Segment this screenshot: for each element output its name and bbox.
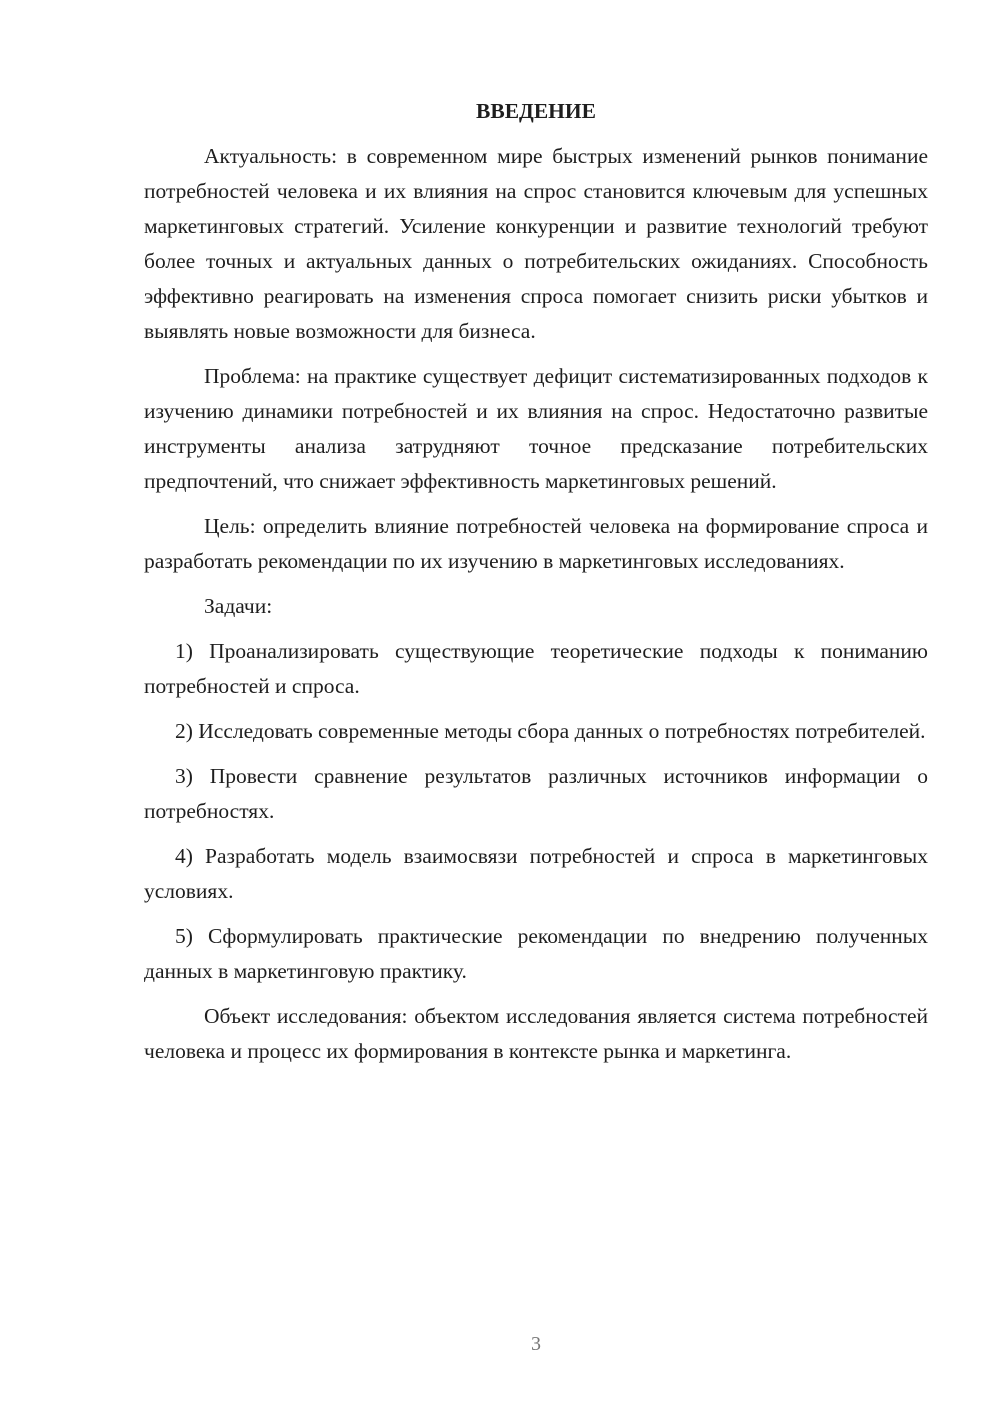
- page-body: [144, 96, 928, 1079]
- page-number: 3: [531, 1333, 541, 1355]
- task-item: 4) Разработать модель взаимосвязи потребностей и спроса в маркетинговых условиях.: [144, 844, 928, 903]
- task-item: 5) Сформулировать практические рекомендации по внедрению полученных данных в маркетинговую практику.: [144, 924, 928, 983]
- task-item: 2) Исследовать современные методы сбора данных о потребностях потребителей.: [175, 719, 926, 743]
- goal-paragraph: Цель: определить влияние потребностей человека на формирование спроса и разработать рекомендации по их изучению в маркетинговых исследованиях.: [144, 514, 928, 573]
- problem-paragraph: Проблема: на практике существует дефицит систематизированных подходов к изучению динамики потребностей и их влияния на спрос. Недостаточно развитые инструменты анализа затрудняют точное предсказание потребительских предпочтений, что снижает эффективность маркетинговых решений.: [144, 364, 928, 493]
- page-title: ВВЕДЕНИЕ: [476, 99, 596, 123]
- object-paragraph: Объект исследования: объектом исследования является система потребностей человека и процесс их формирования в контексте рынка и маркетинга.: [144, 1004, 928, 1063]
- tasks-heading: Задачи:: [204, 594, 273, 618]
- relevance-paragraph: Актуальность: в современном мире быстрых изменений рынков понимание потребностей человека и их влияния на спрос становится ключевым для успешных маркетинговых стратегий. Усиление конкуренции и развитие технологий требуют более точных и актуальных данных о потребительских ожиданиях. Способность эффективно реагировать на изменения спроса помогает снизить риски убытков и выявлять новые возможности для бизнеса.: [144, 144, 928, 343]
- task-item: 1) Проанализировать существующие теоретические подходы к пониманию потребностей и спроса.: [144, 639, 928, 698]
- task-item: 3) Провести сравнение результатов различных источников информации о потребностях.: [144, 764, 928, 823]
